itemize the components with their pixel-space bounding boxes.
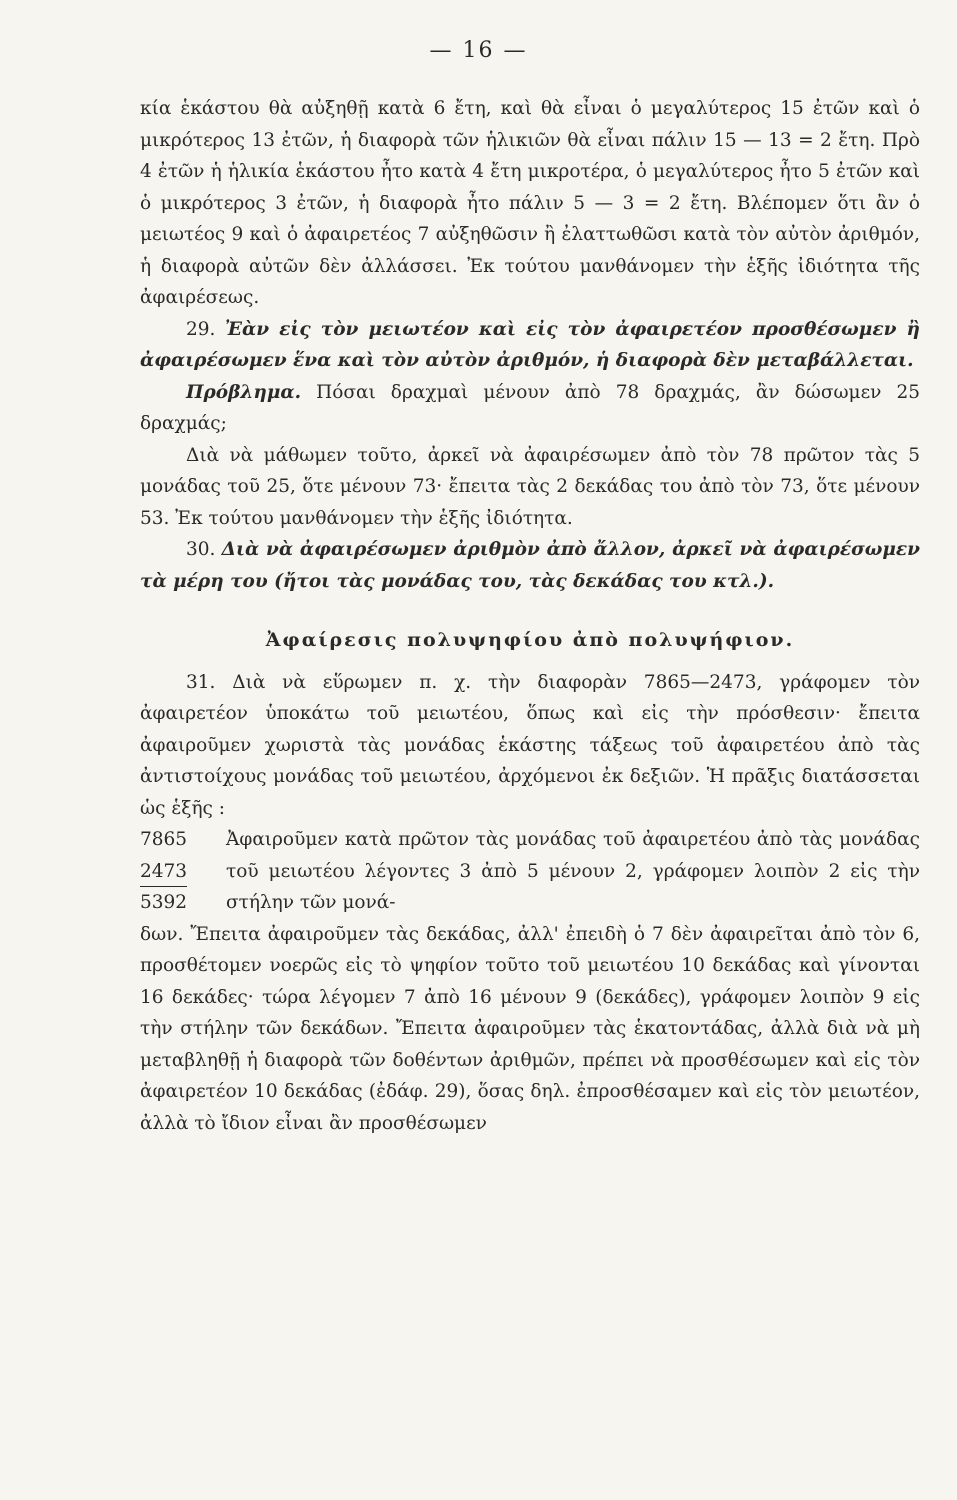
rule-text: Διὰ νὰ ἀφαιρέσωμεν ἀριθμὸν ἀπὸ ἄλλον, ἀρκεῖ νὰ ἀφαιρέσωμεν τὰ μέρη του (ἤτοι τὰς μονάδας του, τὰς δεκάδας του κτλ.). — [140, 539, 920, 592]
problem-text: Πόσαι δραχμαὶ μένουν ἀπὸ 78 δραχμάς, ἂν δώσωμεν 25 δραχμάς; — [140, 381, 920, 434]
paragraph-31: 31. Διὰ νὰ εὕρωμεν π. χ. τὴν διαφορὰν 7865—2473, γράφομεν τὸν ἀφαιρετέον ὑποκάτω τοῦ μειωτέου, ὅπως καὶ εἰς τὴν πρόσθεσιν· ἔπειτα ἀφαιροῦμεν χωριστὰ τὰς μονάδας ἑκάστης τάξεως τοῦ ἀφαιρετέου ἀπὸ τὰς ἀντιστοίχους μονάδας τοῦ μειωτέου, ἀρχόμενοι ἐκ δεξιῶν. Ἡ πρᾶξις διατάσσεται ὡς ἑξῆς : — [140, 671, 920, 819]
problem-solution: Διὰ νὰ μάθωμεν τοῦτο, ἀρκεῖ νὰ ἀφαιρέσωμεν ἀπὸ τὸν 78 πρῶτον τὰς 5 μονάδας τοῦ 25, ὅτε μένουν 73· ἔπειτα τὰς 2 δεκάδας του ἀπὸ τὸν 73, ὅτε μένουν 53. Ἐκ τούτου μανθάνομεν τὴν ἑξῆς ἰδιότητα. — [140, 444, 920, 529]
rule-number: 29. — [186, 318, 216, 340]
body-text — [140, 93, 920, 1139]
subtraction-column — [140, 824, 226, 919]
minuend: 7865 — [140, 829, 188, 850]
section-heading: Ἀφαίρεσις πολυψηφίου ἀπὸ πολυψήφιον. — [265, 629, 795, 651]
problem-label: Πρόβλημα. — [186, 381, 302, 403]
rule-text: Ἐὰν εἰς τὸν μειωτέον καὶ εἰς τὸν ἀφαιρετέον προσθέσωμεν ἢ ἀφαιρέσωμεν ἕνα καὶ τὸν αὐτὸν ἀριθμόν, ἡ διαφορὰ δὲν μεταβάλλεται. — [140, 318, 920, 371]
paragraph-continuation: κία ἑκάστου θὰ αὐξηθῇ κατὰ 6 ἔτη, καὶ θὰ εἶναι ὁ μεγαλύτερος 15 ἐτῶν καὶ ὁ μικρότερος 13 ἐτῶν, ἡ διαφορὰ τῶν ἡλικιῶν θὰ εἶναι πάλιν 15 — 13 = 2 ἔτη. Πρὸ 4 ἐτῶν ἡ ἡλικία ἑκάστου ἦτο κατὰ 4 ἔτη μικροτέρα, ὁ μεγαλύτερος ἦτο 5 ἐτῶν καὶ ὁ μικρότερος 3 ἐτῶν, ἡ διαφορὰ ἦτο πάλιν 5 — 3 = 2 ἔτη. Βλέπομεν ὅτι ἂν ὁ μειωτέος 9 καὶ ὁ ἀφαιρετέος 7 αὐξηθῶσιν ἢ ἐλαττωθῶσι κατὰ τὸν αὐτὸν ἀριθμόν, ἡ διαφορὰ αὐτῶν δὲν ἀλλάσσει. Ἐκ τούτου μανθάνομεν τὴν ἑξῆς ἰδιότητα τῆς ἀφαιρέσεως. — [140, 98, 920, 308]
subtraction-explanation — [226, 824, 920, 919]
rule-30 — [140, 534, 920, 597]
difference: 5392 — [140, 892, 188, 913]
rule-29 — [140, 314, 920, 377]
page-number: — 16 — — [429, 38, 528, 63]
paragraph-continuation-2: δων. Ἔπειτα ἀφαιροῦμεν τὰς δεκάδας, ἀλλ' ἐπειδὴ ὁ 7 δὲν ἀφαιρεῖται ἀπὸ τὸν 6, προσθέτομεν νοερῶς εἰς τὸ ψηφίον τοῦτο τοῦ μειωτέου 10 δεκάδας καὶ γίνονται 16 δεκάδες· τώρα λέγομεν 7 ἀπὸ 16 μένουν 9 (δεκάδες), γράφομεν λοιπὸν 9 εἰς τὴν στήλην τῶν δεκάδων. Ἔπειτα ἀφαιροῦμεν τὰς ἑκατοντάδας, ἀλλὰ διὰ νὰ μὴ μεταβληθῇ ἡ διαφορὰ τῶν δοθέντων ἀριθμῶν, πρέπει νὰ προσθέσωμεν καὶ εἰς τὸν ἀφαιρετέον 10 δεκάδας (ἐδάφ. 29), ὅσας δηλ. ἐπροσθέσαμεν καὶ εἰς τὸν μειωτέον, ἀλλὰ τὸ ἴδιον εἶναι ἂν προσθέσωμεν — [140, 923, 920, 1134]
subtraction-example — [140, 824, 920, 919]
subtrahend: 2473 — [140, 858, 187, 887]
problem — [140, 377, 920, 440]
rule-number: 30. — [186, 539, 216, 560]
explanation-text: Ἀφαιροῦμεν κατὰ πρῶτον τὰς μονάδας τοῦ ἀφαιρετέου ἀπὸ τὰς μονάδας τοῦ μειωτέου λέγοντες 3 ἀπὸ 5 μένουν 2, γράφομεν λοιπὸν 2 εἰς τὴν στήλην τῶν μονά- — [226, 829, 920, 913]
